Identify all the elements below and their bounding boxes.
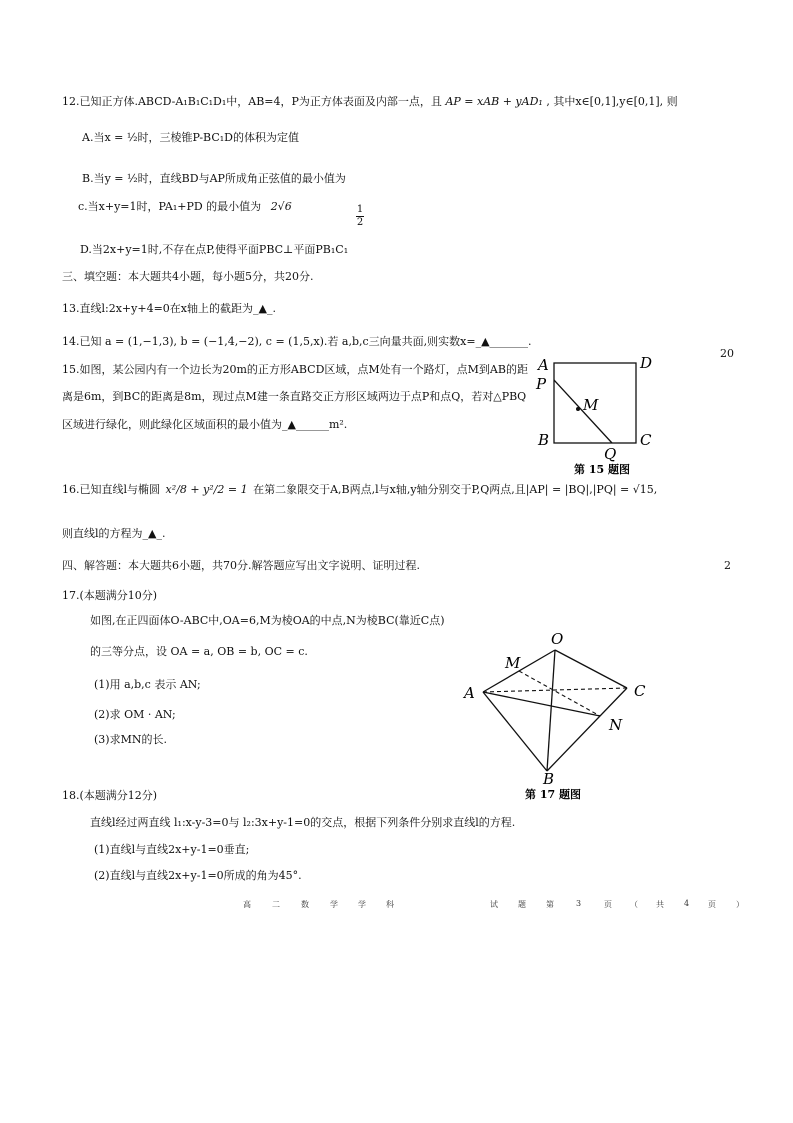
- q12-stem: 12.已知正方体.ABCD-A₁B₁C₁D₁中，AB=4，P为正方体表面及内部一点，且 AP = xAB + yAD₁ , 其中x∈[0,1],y∈[0,1], 则: [62, 95, 678, 108]
- q17-title: 17.(本题满分10分): [62, 589, 158, 602]
- q15-line1: 15.如图，某公园内有一个边长为20m的正方形ABCD区域，点M处有一个路灯，点M到AB的距: [62, 363, 528, 376]
- q15-line3: 区域进行绿化，则此绿化区域面积的最小值为_▲______m².: [62, 418, 348, 431]
- q16-line2: 则直线l的方程为_▲_.: [62, 527, 166, 540]
- q18-title: 18.(本题满分12分): [62, 789, 158, 802]
- q15-caption: 第 15 题图: [574, 463, 630, 476]
- ellipse-equation: x²/8 + y²/2 = 1: [165, 483, 248, 496]
- q17-caption: 第 17 题图: [525, 788, 581, 801]
- label-m: M: [505, 654, 521, 672]
- label-q: Q: [604, 445, 617, 463]
- label-n: N: [609, 716, 623, 734]
- q17-line2: 的三等分点，设 OA = a, OB = b, OC = c.: [90, 645, 308, 658]
- label-m: M: [583, 396, 599, 414]
- q15-line2: 离是6m，到BC的距离是8m，现过点M建一条直路交正方形区域两边于点P和点Q，若对△PBQ: [62, 390, 527, 403]
- label-d: D: [640, 354, 653, 372]
- q12-option-d: D.当2x+y=1时,不存在点P,使得平面PBC⊥平面PB₁C₁: [80, 243, 349, 256]
- point-m: [576, 407, 580, 411]
- label-c: C: [634, 682, 646, 700]
- label-p: P: [536, 375, 547, 393]
- q17-part1: (1)用 a,b,c 表示 AN;: [94, 678, 201, 691]
- q17-line1: 如图,在正四面体O-ABC中,OA=6,M为棱OA的中点,N为棱BC(靠近C点): [90, 614, 445, 627]
- stray-fraction: 1 2: [356, 204, 364, 228]
- q18-part1: (1)直线l与直线2x+y-1=0垂直;: [94, 843, 250, 856]
- q14: 14.已知 a = (1,−1,3), b = (−1,4,−2), c = (1,5,x).若 a,b,c三向量共面,则实数x=_▲_______.: [62, 335, 532, 348]
- q15-figure: [530, 352, 660, 477]
- q12-vector-equation: AP = xAB + yAD₁: [445, 95, 543, 108]
- section-4-heading: 四、解答题：本大题共6小题，共70分.解答题应写出文字说明、证明过程.: [62, 559, 420, 572]
- label-o: O: [551, 630, 564, 648]
- label-a: A: [464, 684, 475, 702]
- q17-figure: [455, 628, 655, 803]
- q12-option-b: B.当y = ½时，直线BD与AP所成角正弦值的最小值为: [82, 172, 346, 185]
- margin-number-2: 2: [724, 559, 731, 572]
- q13: 13.直线l:2x+y+4=0在x轴上的截距为_▲_.: [62, 302, 276, 315]
- q12-option-a: A.当x = ½时，三棱锥P-BC₁D的体积为定值: [82, 131, 299, 144]
- q17-part2: (2)求 OM · AN;: [94, 708, 176, 721]
- q17-part3: (3)求MN的长.: [94, 733, 167, 746]
- q18-part2: (2)直线l与直线2x+y-1=0所成的角为45°.: [94, 869, 302, 882]
- q18-line1: 直线l经过两直线 l₁:x-y-3=0与 l₂:3x+y-1=0的交点，根据下列条件分别求直线l的方程.: [90, 816, 516, 829]
- section-3-heading: 三、填空题：本大题共4小题，每小题5分，共20分.: [62, 270, 314, 283]
- label-b: B: [538, 431, 550, 449]
- margin-number-20: 20: [720, 347, 734, 360]
- label-a: A: [538, 356, 549, 374]
- q16-line1: 16.已知直线l与椭圆 x²/8 + y²/2 = 1 在第二象限交于A,B两点,l与x轴,y轴分别交于P,Q两点,且|AP| = |BQ|,|PQ| = √15,: [62, 483, 658, 496]
- q12-option-c: c.当x+y=1时，PA₁+PD 的最小值为 2√6: [78, 200, 292, 213]
- q12-option-c-value: 2√6: [270, 200, 292, 213]
- label-c: C: [640, 431, 652, 449]
- label-b: B: [543, 770, 555, 788]
